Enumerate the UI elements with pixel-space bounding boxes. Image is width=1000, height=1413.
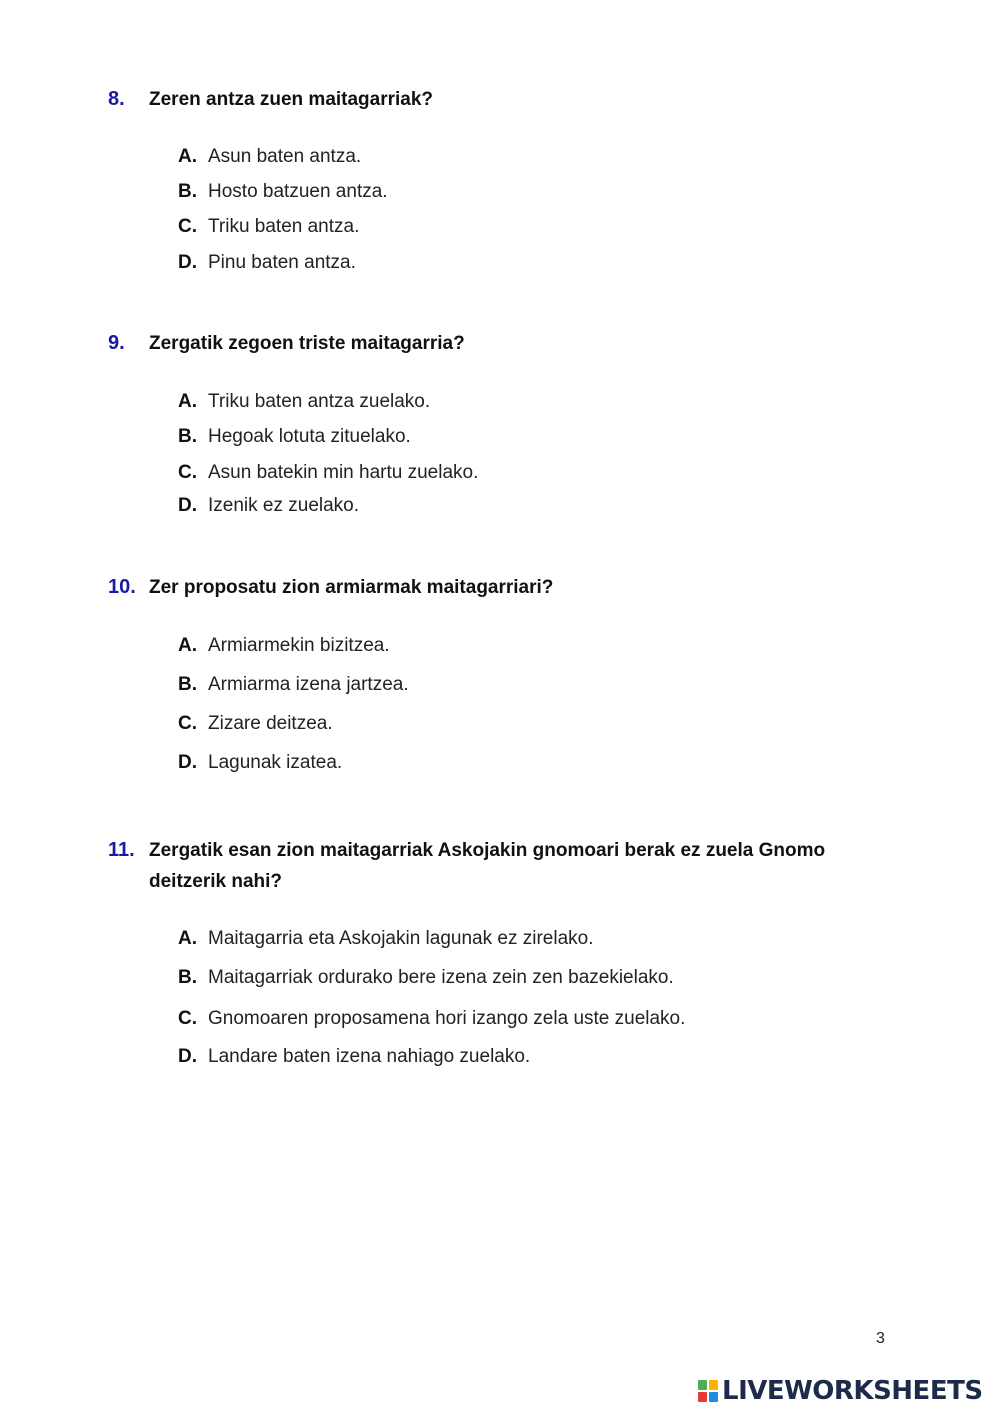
question-text: Zergatik esan zion maitagarriak Askojakin gnomoari berak ez zuela Gnomo deitzerik nahi?: [149, 840, 826, 892]
liveworksheets-logo[interactable]: [698, 1376, 983, 1406]
option-letter: D.: [178, 495, 197, 516]
logo-square: [698, 1380, 707, 1390]
option-text: Triku baten antza zuelako.: [208, 391, 431, 412]
logo-square: [709, 1380, 718, 1390]
option-letter: D.: [178, 752, 197, 773]
option-letter: C.: [178, 216, 197, 237]
answer-option-11c[interactable]: [178, 1007, 685, 1031]
question-8: [108, 84, 908, 115]
option-letter: A.: [178, 928, 197, 949]
option-letter: A.: [178, 635, 197, 656]
answer-option-9b[interactable]: [178, 425, 411, 449]
option-text: Zizare deitzea.: [208, 713, 333, 734]
option-text: Asun baten antza.: [208, 146, 362, 167]
answer-option-8c[interactable]: [178, 215, 359, 239]
answer-option-8d[interactable]: [178, 251, 356, 275]
answer-option-10b[interactable]: [178, 673, 409, 697]
answer-option-9c[interactable]: [178, 461, 478, 485]
option-letter: C.: [178, 713, 197, 734]
question-number: 9.: [108, 332, 125, 354]
option-text: Asun batekin min hartu zuelako.: [208, 462, 479, 483]
answer-option-9d[interactable]: [178, 494, 359, 518]
option-text: Hegoak lotuta zituelako.: [208, 426, 411, 447]
option-text: Lagunak izatea.: [208, 752, 343, 773]
option-text: Triku baten antza.: [208, 216, 360, 237]
option-letter: D.: [178, 1046, 197, 1067]
option-text: Armiarmekin bizitzea.: [208, 635, 390, 656]
option-text: Gnomoaren proposamena hori izango zela uste zuelako.: [208, 1008, 686, 1029]
logo-square: [709, 1392, 718, 1402]
option-text: Armiarma izena jartzea.: [208, 674, 409, 695]
option-letter: B.: [178, 426, 197, 447]
option-letter: B.: [178, 181, 197, 202]
question-number: 11.: [108, 839, 135, 861]
question-text: Zeren antza zuen maitagarriak?: [149, 89, 434, 110]
option-text: Landare baten izena nahiago zuelako.: [208, 1046, 531, 1067]
answer-option-10a[interactable]: [178, 634, 390, 658]
option-letter: B.: [178, 967, 197, 988]
question-text: Zergatik zegoen triste maitagarria?: [149, 333, 465, 354]
option-letter: B.: [178, 674, 197, 695]
answer-option-10c[interactable]: [178, 712, 333, 736]
option-letter: C.: [178, 1008, 197, 1029]
option-letter: C.: [178, 462, 197, 483]
answer-option-8a[interactable]: [178, 145, 361, 169]
answer-option-10d[interactable]: [178, 751, 342, 775]
page-number: 3: [876, 1330, 885, 1347]
option-letter: A.: [178, 146, 197, 167]
question-text: Zer proposatu zion armiarmak maitagarriari?: [149, 577, 554, 598]
brand-name: LIVEWORKSHEETS: [722, 1376, 983, 1406]
logo-square: [698, 1392, 707, 1402]
answer-option-9a[interactable]: [178, 390, 430, 414]
option-text: Maitagarriak ordurako bere izena zein zen bazekielako.: [208, 967, 674, 988]
liveworksheets-logo-icon: [698, 1380, 718, 1402]
answer-option-11d[interactable]: [178, 1045, 530, 1069]
answer-option-8b[interactable]: [178, 180, 388, 204]
answer-option-11b[interactable]: [178, 966, 674, 990]
question-11: [108, 835, 908, 897]
question-9: [108, 328, 908, 359]
option-text: Pinu baten antza.: [208, 252, 356, 273]
answer-option-11a[interactable]: [178, 927, 593, 951]
option-text: Izenik ez zuelako.: [208, 495, 360, 516]
question-number: 8.: [108, 88, 125, 110]
question-number: 10.: [108, 576, 136, 598]
option-text: Hosto batzuen antza.: [208, 181, 388, 202]
option-letter: A.: [178, 391, 197, 412]
question-10: [108, 572, 908, 603]
option-letter: D.: [178, 252, 197, 273]
option-text: Maitagarria eta Askojakin lagunak ez zirelako.: [208, 928, 594, 949]
